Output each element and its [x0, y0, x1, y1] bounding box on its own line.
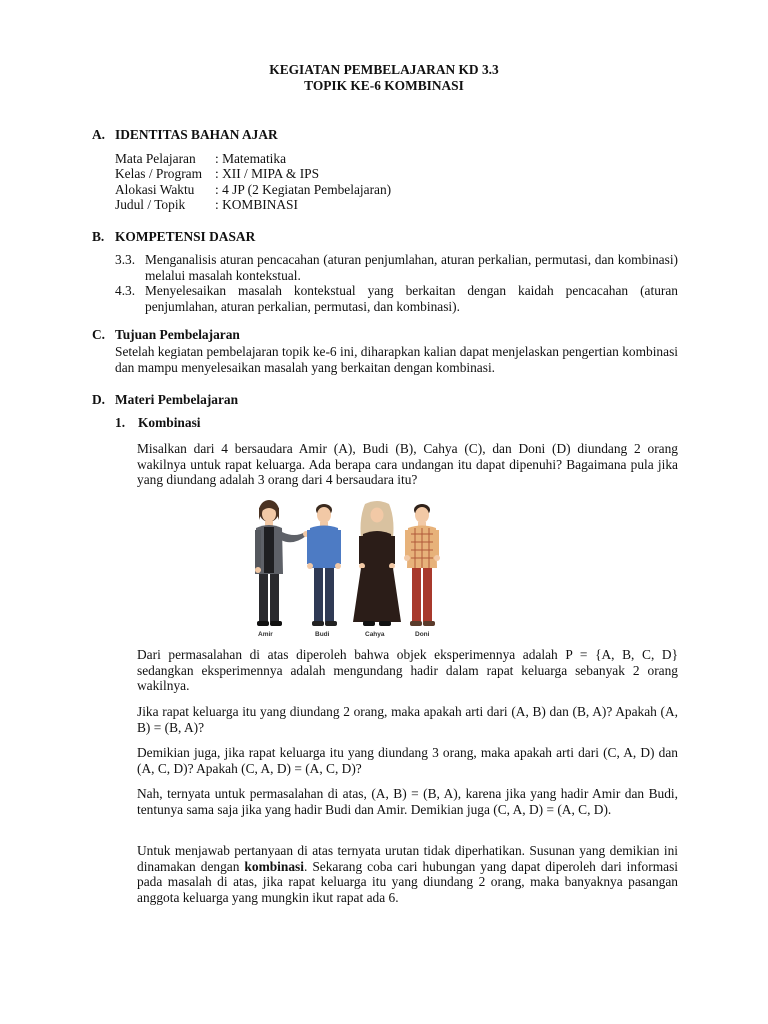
- document-title-line1: KEGIATAN PEMBELAJARAN KD 3.3: [269, 62, 499, 77]
- identity-value: : 4 JP (2 Kegiatan Pembelajaran): [215, 182, 392, 197]
- subsection-title: Kombinasi: [138, 415, 201, 430]
- paragraph-question-three: Demikian juga, jika rapat keluarga itu yang diundang 3 orang, maka apakah arti dari (C, A, D) dan (A, C, D)? Apakah (C, A, D) = (A, C, D)?: [137, 745, 678, 776]
- competency-text: Menyelesaikan masalah kontekstual yang berkaitan dengan kaidah pencacahan (aturan penjumlahan, aturan perkalian, permutasi, dan kombinasi).: [145, 283, 678, 314]
- section-d-heading: [92, 392, 238, 408]
- section-d-letter: D.: [92, 392, 106, 407]
- person-budi: [307, 504, 341, 626]
- identity-label: Alokasi Waktu: [115, 182, 195, 197]
- definition-text-end: . Sekarang coba cari hubungan yang dapat diperoleh dari informasi pada masalah di atas, jika rapat keluarga itu yang diundang 2 orang, maka banyaknya pasangan anggota keluarga yang mungkin ikut rapat ada 6.: [137, 858, 678, 905]
- paragraph-experiment: Dari permasalahan di atas diperoleh bahwa objek eksperimennya adalah P = {A, B, C, D} sedangkan eksperimennya adalah mengundang hadir dalam rapat keluarga sebanyak 2 orang wakilnya.: [137, 647, 678, 693]
- person-doni: [404, 504, 440, 626]
- section-c-title: Tujuan Pembelajaran: [115, 327, 240, 342]
- identity-value: : KOMBINASI: [215, 197, 298, 212]
- section-c-letter: C.: [92, 327, 106, 342]
- identity-row: [115, 182, 391, 198]
- identity-value: : Matematika: [215, 151, 287, 166]
- siblings-figure: [243, 498, 443, 632]
- document-title-line2: TOPIK KE-6 KOMBINASI: [304, 78, 464, 93]
- identity-label: Judul / Topik: [115, 197, 186, 212]
- section-d-title: Materi Pembelajaran: [115, 392, 239, 407]
- intro-paragraph: Misalkan dari 4 bersaudara Amir (A), Budi (B), Cahya (C), dan Doni (D) diundang 2 orang wakilnya untuk rapat keluarga. Ada berapa cara undangan itu dapat dipenuhi? Bagaimana pula jika yang diundang adalah 3 orang dari 4 bersaudara itu?: [137, 441, 678, 487]
- section-a-letter: A.: [92, 127, 106, 142]
- learning-goal-text: Setelah kegiatan pembelajaran topik ke-6 ini, diharapkan kalian dapat menjelaskan pengertian kombinasi dan mampu menyelesaikan masalah yang berkaitan dengan kombinasi.: [115, 344, 678, 375]
- caption-cahya: Cahya: [365, 631, 385, 638]
- definition-keyword: kombinasi: [244, 858, 304, 874]
- section-b-title: KOMPETENSI DASAR: [115, 229, 256, 244]
- section-b-heading: [92, 229, 255, 245]
- competency-number: 4.3.: [115, 283, 136, 298]
- identity-row: [115, 151, 286, 167]
- section-c-heading: [92, 327, 240, 343]
- section-a-title: IDENTITAS BAHAN AJAR: [115, 127, 278, 142]
- identity-label: Mata Pelajaran: [115, 151, 196, 166]
- identity-row: [115, 197, 298, 213]
- identity-row: [115, 166, 319, 182]
- paragraph-question-two: Jika rapat keluarga itu yang diundang 2 orang, maka apakah arti dari (A, B) dan (B, A)? Apakah (A, B) = (B, A)?: [137, 704, 678, 735]
- caption-budi: Budi: [315, 631, 330, 638]
- competency-number: 3.3.: [115, 252, 136, 267]
- caption-doni: Doni: [415, 631, 430, 638]
- person-amir: [255, 500, 309, 626]
- caption-amir: Amir: [258, 631, 273, 638]
- paragraph-combination-definition: [137, 843, 678, 905]
- section-a-heading: [92, 127, 278, 143]
- section-b-letter: B.: [92, 229, 105, 244]
- definition-text-start: Untuk menjawab pertanyaan di atas ternyata urutan tidak diperhatikan. Susunan yang demikian ini dinamakan dengan: [137, 843, 678, 874]
- subsection-number: 1.: [115, 415, 126, 430]
- subsection-heading: [115, 415, 201, 431]
- competency-text: Menganalisis aturan pencacahan (aturan penjumlahan, aturan perkalian, permutasi, dan kombinasi) melalui masalah kontekstual.: [145, 252, 678, 283]
- siblings-illustration: [243, 498, 443, 644]
- identity-label: Kelas / Program: [115, 166, 203, 181]
- person-cahya: [353, 501, 401, 626]
- identity-value: : XII / MIPA & IPS: [215, 166, 320, 181]
- paragraph-explanation: Nah, ternyata untuk permasalahan di atas, (A, B) = (B, A), karena jika yang hadir Amir dan Budi, tentunya sama saja jika yang hadir Budi dan Amir. Demikian juga (C, A, D) = (A, C, D).: [137, 786, 678, 817]
